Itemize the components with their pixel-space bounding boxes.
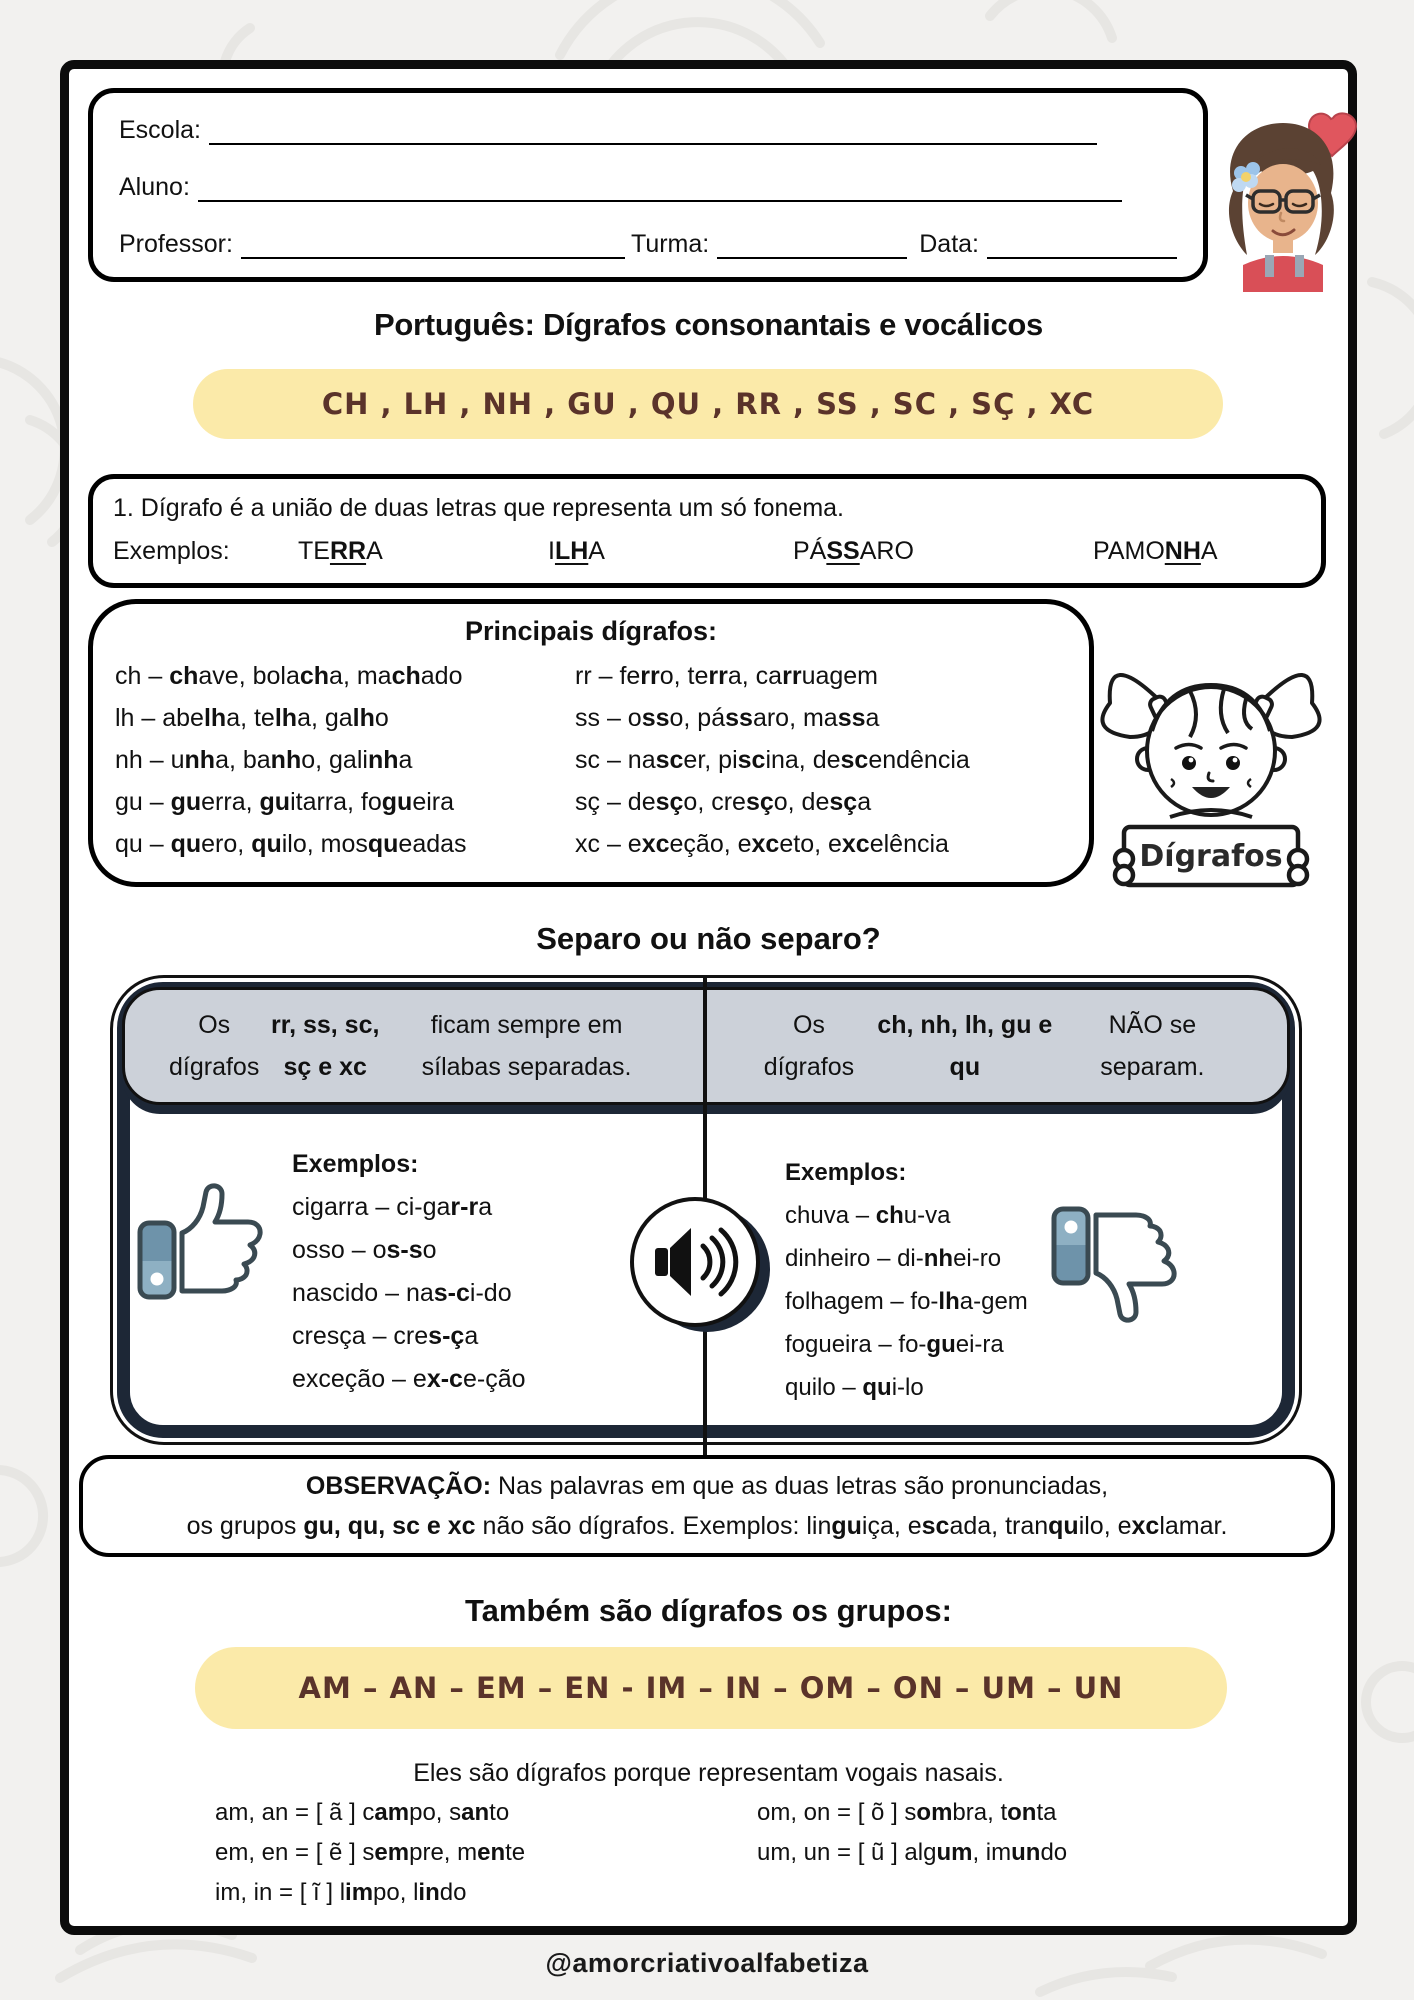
principais-right-column (575, 655, 1089, 865)
list-item: fogueira – fo-guei-ra (785, 1331, 1004, 1358)
separated-examples (292, 1143, 526, 1401)
example-word: ILHA (548, 537, 605, 565)
definition-box (88, 474, 1326, 588)
thumbs-down-icon (1044, 1189, 1194, 1344)
aluno-label: Aluno: (119, 173, 190, 201)
nasal-heading: Também são dígrafos os grupos: (465, 1593, 952, 1628)
avatar-face (1248, 164, 1318, 242)
definition-examples (113, 537, 1301, 566)
aluno-line (198, 172, 1122, 202)
professor-row (119, 229, 1177, 259)
rule-does-not-separate: Os dígrafos ch, nh, lh, gu e qu NÃO se separam. (763, 1011, 1205, 1081)
nasal-right-column (757, 1793, 1067, 1873)
turma-line (717, 229, 907, 259)
list-item: ch – chave, bolacha, machado (115, 662, 463, 690)
definition-text: 1. Dígrafo é a união de duas letras que representa um só fonema. (113, 494, 845, 522)
nasal-left-column (215, 1793, 525, 1913)
list-item: gu – guerra, guitarra, fogueira (115, 788, 454, 816)
list-item: em, en = [ ẽ ] sempre, mente (215, 1839, 526, 1866)
data-line (987, 229, 1177, 259)
list-item: qu – quero, quilo, mosqueadas (115, 830, 467, 858)
avatar-neck (1273, 237, 1293, 253)
list-item: quilo – qui-lo (785, 1374, 924, 1401)
list-item: exceção – ex-ce-ção (292, 1365, 526, 1393)
not-separated-examples (785, 1151, 1028, 1409)
list-item: lh – abelha, telha, galho (115, 704, 389, 732)
separo-heading: Separo ou não separo? (536, 921, 881, 956)
principais-left-column (93, 655, 575, 865)
list-item: sç – desço, cresço, desça (575, 788, 872, 816)
observacao-line1: OBSERVAÇÃO: Nas palavras em que as duas letras são pronunciadas, (305, 1472, 1109, 1500)
thumbs-up-icon (130, 1167, 280, 1322)
nasal-digraphs-band: AM – AN – EM – EN - IM – IN – OM – ON – UM – UN (195, 1647, 1227, 1729)
principais-heading: Principais dígrafos: (464, 616, 718, 646)
turma-label: Turma: (630, 230, 710, 258)
example-word: TERRA (298, 537, 383, 565)
principais-digrafos-box (88, 599, 1094, 887)
student-info-form (88, 88, 1208, 282)
professor-label: Professor: (119, 230, 233, 258)
speaker-icon (627, 1195, 773, 1342)
teacher-avatar (1215, 107, 1360, 292)
list-item: chuva – chu-va (785, 1202, 951, 1229)
list-item: im, in = [ ĩ ] limpo, lindo (215, 1879, 467, 1906)
examples-label: Exemplos: (292, 1150, 419, 1178)
instagram-handle: @amorcriativoalfabetiza (545, 1948, 869, 1978)
observacao-line2: os grupos gu, qu, sc e xc não são dígrafos. Exemplos: linguiça, escada, tranquilo, exclamar. (186, 1512, 1228, 1540)
list-item: xc – exceção, exceto, excelência (575, 830, 949, 858)
worksheet-page (60, 60, 1357, 1935)
list-item: nascido – nas-ci-do (292, 1279, 512, 1307)
data-label: Data: (919, 230, 979, 258)
avatar-shirt (1243, 256, 1323, 292)
girl-with-sign (1081, 621, 1341, 893)
list-item: cresça – cres-ça (292, 1322, 479, 1350)
list-item: dinheiro – di-nhei-ro (785, 1245, 1002, 1272)
page-title: Português: Dígrafos consonantais e vocálicos (374, 307, 1043, 342)
observacao-box (79, 1455, 1335, 1557)
list-item: um, un = [ ũ ] algum, imundo (757, 1839, 1068, 1866)
digraphs-band: CH , LH , NH , GU , QU , RR , SS , SC , SÇ , XC (193, 369, 1223, 439)
escola-label: Escola: (119, 116, 201, 144)
escola-row (119, 115, 1177, 145)
aluno-row (119, 172, 1177, 202)
list-item: osso – os-so (292, 1236, 437, 1264)
nasal-note: Eles são dígrafos porque representam vogais nasais. (413, 1759, 1004, 1787)
list-item: rr – ferro, terra, carruagem (575, 662, 879, 690)
list-item: folhagem – fo-lha-gem (785, 1288, 1028, 1315)
list-item: ss – osso, pássaro, massa (575, 704, 880, 732)
list-item: nh – unha, banho, galinha (115, 746, 413, 774)
examples-label: Exemplos: (785, 1159, 907, 1186)
girl-sign-text: Dígrafos (1139, 839, 1283, 874)
list-item: sc – nascer, piscina, descendência (575, 746, 970, 774)
rule-separates: Os dígrafos rr, ss, sc, sç e xc ficam sempre em sílabas separadas. (169, 1011, 632, 1081)
list-item: om, on = [ õ ] sombra, tonta (757, 1799, 1057, 1826)
example-word: PÁSSARO (793, 537, 914, 565)
professor-line (241, 229, 625, 259)
examples-label: Exemplos: (113, 537, 230, 565)
example-word: PAMONHA (1093, 537, 1218, 565)
list-item: cigarra – ci-gar-ra (292, 1193, 493, 1221)
list-item: am, an = [ ã ] campo, santo (215, 1799, 510, 1826)
escola-line (209, 115, 1097, 145)
